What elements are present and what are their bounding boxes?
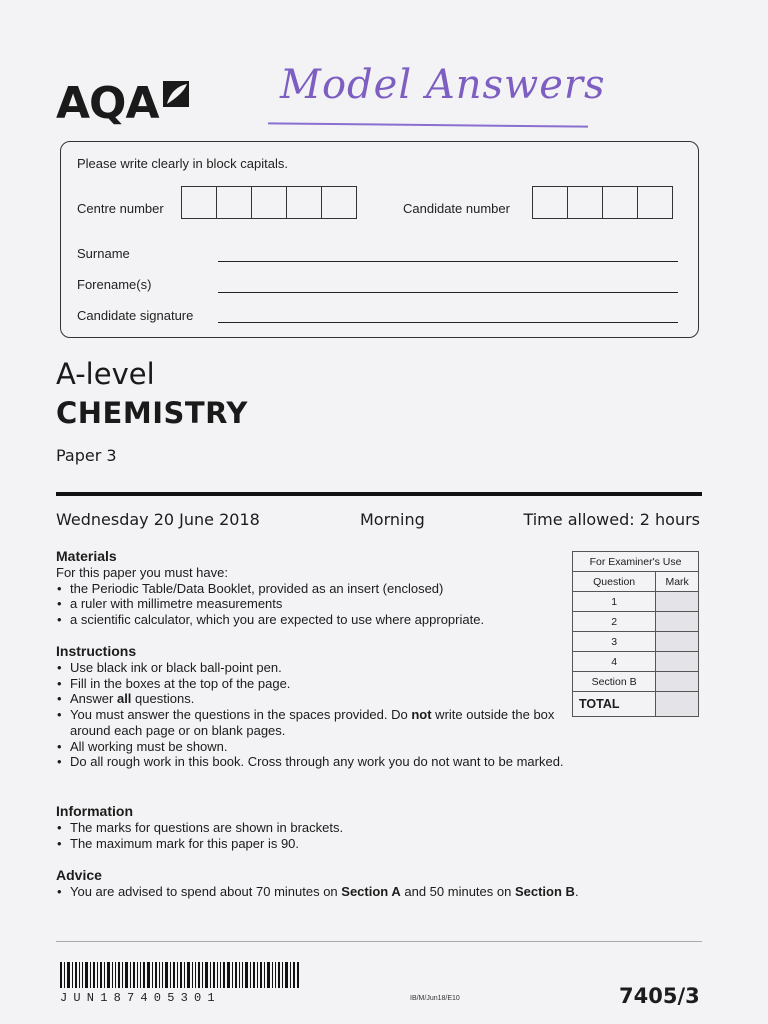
centre-digit-box[interactable] (216, 186, 252, 219)
question-cell: 4 (573, 652, 656, 672)
advice-text-b: and 50 minutes on (400, 884, 515, 899)
exam-level: A-level (56, 357, 155, 391)
centre-number-boxes[interactable] (182, 186, 357, 219)
mark-cell (656, 612, 699, 632)
list-item: • You must answer the questions in the spaces provided. Do not write outside the box around each page or on blank pages. (56, 707, 566, 738)
list-item: • Use black ink or black ball-point pen. (56, 660, 566, 676)
title-divider (56, 492, 702, 496)
aqa-logo (56, 78, 192, 129)
paper-code: 7405/3 (619, 984, 700, 1008)
centre-digit-box[interactable] (181, 186, 217, 219)
surname-label: Surname (77, 246, 130, 261)
candidate-number-boxes[interactable] (533, 186, 673, 219)
examiner-table-title: For Examiner's Use (573, 552, 699, 572)
footer-divider (56, 941, 702, 942)
logo-mark-icon (162, 80, 192, 110)
advice-heading: Advice (56, 867, 102, 883)
mark-column-header: Mark (656, 572, 699, 592)
advice-list (56, 884, 656, 900)
advice-section-b: Section B (514, 884, 575, 899)
candidate-digit-box[interactable] (567, 186, 603, 219)
list-item: • Fill in the boxes at the top of the page. (56, 676, 566, 692)
list-item: • Do all rough work in this book. Cross through any work you do not want to be marked. (56, 754, 566, 770)
signature-line[interactable] (218, 322, 678, 323)
handwritten-underline (268, 122, 588, 127)
centre-digit-box[interactable] (321, 186, 357, 219)
question-cell: 2 (573, 612, 656, 632)
information-list (56, 820, 566, 851)
document-reference: IB/M/Jun18/E10 (410, 995, 460, 1002)
list-item: • The marks for questions are shown in brackets. (56, 820, 566, 836)
table-row (573, 672, 699, 692)
candidate-digit-box[interactable] (532, 186, 568, 219)
forename-label: Forename(s) (77, 277, 152, 292)
exam-subject: CHEMISTRY (56, 396, 248, 430)
question-column-header: Question (573, 572, 656, 592)
table-row (573, 612, 699, 632)
materials-intro: For this paper you must have: (56, 565, 228, 580)
time-allowed: Time allowed: 2 hours (523, 510, 700, 529)
barcode (60, 962, 300, 988)
question-cell: Section B (573, 672, 656, 692)
exam-date: Wednesday 20 June 2018 (56, 510, 260, 529)
information-section (56, 803, 566, 851)
logo-text: AQA (56, 78, 159, 129)
surname-line[interactable] (218, 261, 678, 262)
total-label: TOTAL (573, 692, 656, 717)
exam-session: Morning (360, 510, 425, 529)
materials-section (56, 548, 566, 628)
table-row (573, 652, 699, 672)
instructions-list (56, 660, 566, 770)
block-capitals-instruction: Please write clearly in block capitals. (77, 156, 288, 171)
list-item: • a scientific calculator, which you are expected to use where appropriate. (56, 612, 566, 628)
list-item (56, 884, 656, 900)
table-row (573, 692, 699, 717)
exam-paper: Paper 3 (56, 446, 117, 465)
total-mark-cell (656, 692, 699, 717)
centre-number-label: Centre number (77, 201, 164, 216)
list-item: • a ruler with millimetre measurements (56, 596, 566, 612)
candidate-number-label: Candidate number (403, 201, 510, 216)
information-heading: Information (56, 803, 133, 819)
materials-list (56, 581, 566, 628)
candidate-digit-box[interactable] (637, 186, 673, 219)
table-row (573, 632, 699, 652)
list-item: • Answer all questions. (56, 691, 566, 707)
centre-digit-box[interactable] (286, 186, 322, 219)
forename-line[interactable] (218, 292, 678, 293)
materials-heading: Materials (56, 548, 117, 564)
mark-cell (656, 632, 699, 652)
examiner-use-table (572, 551, 699, 717)
question-cell: 1 (573, 592, 656, 612)
mark-cell (656, 652, 699, 672)
list-item: • the Periodic Table/Data Booklet, provided as an insert (enclosed) (56, 581, 566, 597)
barcode-number: JUN187405301 (60, 991, 221, 1005)
advice-section-a: Section A (341, 884, 401, 899)
question-cell: 3 (573, 632, 656, 652)
table-row (573, 592, 699, 612)
mark-cell (656, 672, 699, 692)
candidate-digit-box[interactable] (602, 186, 638, 219)
advice-section (56, 867, 656, 900)
advice-text-a: You are advised to spend about 70 minutes on (70, 884, 342, 899)
list-item: • The maximum mark for this paper is 90. (56, 836, 566, 852)
instructions-heading: Instructions (56, 643, 137, 659)
centre-digit-box[interactable] (251, 186, 287, 219)
mark-cell (656, 592, 699, 612)
list-item: • All working must be shown. (56, 739, 566, 755)
instructions-section (56, 643, 566, 770)
signature-label: Candidate signature (77, 308, 194, 323)
advice-text-c: . (574, 884, 579, 899)
handwritten-note: Model Answers (280, 62, 606, 108)
